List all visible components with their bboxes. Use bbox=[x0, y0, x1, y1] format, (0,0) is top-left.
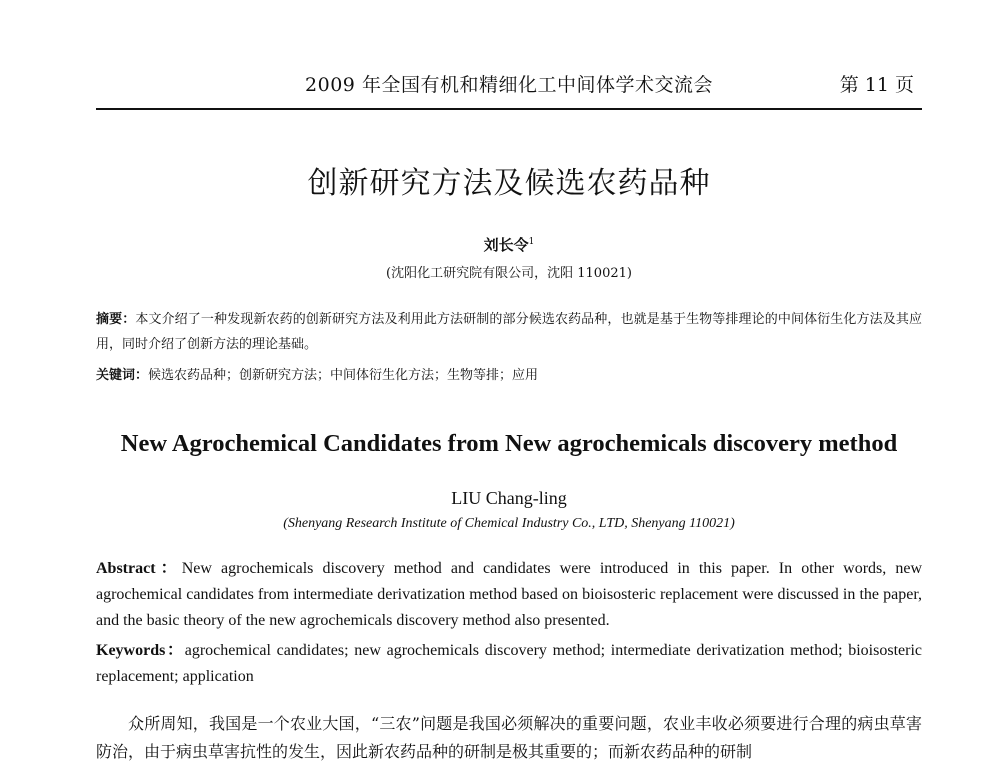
chinese-author bbox=[96, 234, 922, 255]
chinese-keywords-label: 关键词： bbox=[96, 368, 149, 383]
running-header bbox=[96, 64, 922, 110]
conference-title: 2009 年全国有机和精细化工中间体学术交流会 bbox=[305, 74, 713, 96]
english-title: New Agrochemical Candidates from New agrochemicals discovery method bbox=[120, 430, 898, 457]
chinese-title: 创新研究方法及候选农药品种 bbox=[307, 166, 711, 201]
chinese-keywords-text: 候选农药品种；创新研究方法；中间体衍生化方法；生物等排；应用 bbox=[148, 368, 539, 383]
english-author: LIU Chang-ling bbox=[451, 488, 567, 508]
english-keywords-text: agrochemical candidates; new agrochemicals discovery method; intermediate derivatization method; bioisosteric replacement; application bbox=[96, 642, 922, 685]
english-abstract-text: New agrochemicals discovery method and candidates were introduced in this paper. In other words, new agrochemical candidates from intermediate derivatization method based on bioisosteric replacement were discussed in the paper, and the basic theory of the new agrochemicals discovery method also presented. bbox=[96, 560, 922, 629]
chinese-keywords bbox=[96, 363, 922, 388]
english-abstract-label: Abstract： bbox=[96, 560, 182, 577]
chinese-affiliation: (沈阳化工研究院有限公司，沈阳 110021) bbox=[386, 266, 632, 281]
header-divider bbox=[96, 108, 922, 110]
english-affiliation: (Shenyang Research Institute of Chemical Industry Co., LTD, Shenyang 110021) bbox=[283, 516, 735, 531]
author-superscript: 1 bbox=[528, 237, 535, 247]
english-keywords-label: Keywords： bbox=[96, 642, 185, 659]
english-keywords bbox=[96, 638, 922, 690]
english-abstract bbox=[96, 556, 922, 634]
body-paragraph: 众所周知，我国是一个农业大国，“三农”问题是我国必须解决的重要问题，农业丰收必须要进行合理的病虫草害防治，由于病虫草害抗性的发生，因此新农药品种的研制是极其重要的；而新农药品种的研制 bbox=[96, 714, 922, 761]
page-number: 第 11 页 bbox=[839, 74, 914, 96]
chinese-author-name: 刘长令 bbox=[483, 236, 529, 254]
chinese-abstract-label: 摘要： bbox=[96, 312, 136, 327]
chinese-abstract-text: 本文介绍了一种发现新农药的创新研究方法及利用此方法研制的部分候选农药品种，也就是基于生物等排理论的中间体衍生化方法及其应用，同时介绍了创新方法的理论基础。 bbox=[96, 312, 922, 352]
chinese-abstract bbox=[96, 307, 922, 357]
